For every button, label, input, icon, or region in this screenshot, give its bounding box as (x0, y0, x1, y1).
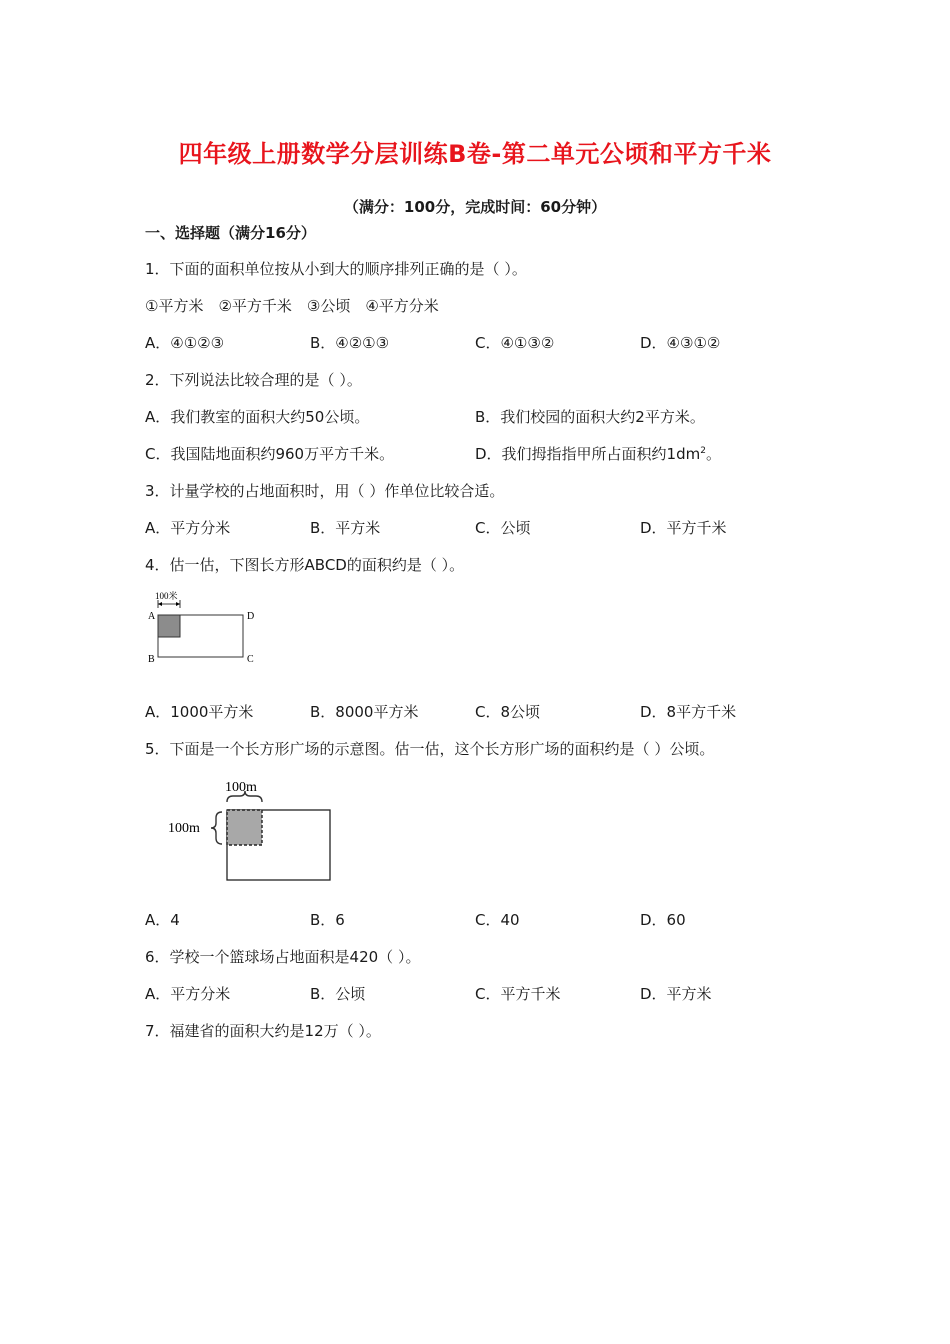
question-5-option-d[interactable]: D．60 (640, 911, 686, 929)
vertex-c-label: C (247, 654, 254, 665)
vertex-d-label: D (247, 611, 255, 622)
question-5-stem: 5．下面是一个长方形广场的示意图。估一估，这个长方形广场的面积约是（ ）公顷。 (145, 740, 715, 758)
rectangle-abcd-figure (140, 588, 270, 668)
question-1-option-b[interactable]: B．④②①③ (310, 334, 390, 352)
question-3-option-d[interactable]: D．平方千米 (640, 519, 727, 537)
question-6-option-c[interactable]: C．平方千米 (475, 985, 561, 1003)
figure-left-label: 100m (168, 821, 200, 836)
question-6-option-d[interactable]: D．平方米 (640, 985, 712, 1003)
question-2-option-d[interactable]: D．我们拇指指甲所占面积约$1dm^2$。 (475, 445, 721, 463)
question-5-option-c[interactable]: C．40 (475, 911, 520, 929)
page-title: 四年级上册数学分层训练B卷-第二单元公顷和平方千米 (178, 140, 772, 168)
question-7-stem: 7．福建省的面积大约是12万（ ）。 (145, 1022, 381, 1040)
question-6-option-a[interactable]: A．平方分米 (145, 985, 231, 1003)
question-2-option-c[interactable]: C．我国陆地面积约960万平方千米。 (145, 445, 395, 463)
question-6-stem: 6．学校一个篮球场占地面积是420（ ）。 (145, 948, 421, 966)
question-3-stem: 3．计量学校的占地面积时，用（ ）作单位比较合适。 (145, 482, 505, 500)
question-1-option-d[interactable]: D．④③①② (640, 334, 721, 352)
vertex-b-label: B (148, 654, 155, 665)
section-heading-choice: 一、选择题（满分16分） (145, 224, 316, 242)
question-1-option-c[interactable]: C．④①③② (475, 334, 555, 352)
vertex-a-label: A (148, 611, 156, 622)
question-5-option-a[interactable]: A．4 (145, 911, 180, 929)
question-2-stem: 2．下列说法比较合理的是（ ）。 (145, 371, 362, 389)
question-3-option-a[interactable]: A．平方分米 (145, 519, 231, 537)
question-6-option-b[interactable]: B．公顷 (310, 985, 366, 1003)
question-4-option-c[interactable]: C．8公顷 (475, 703, 541, 721)
question-3-option-c[interactable]: C．公顷 (475, 519, 531, 537)
question-1-option-a[interactable]: A．④①②③ (145, 334, 225, 352)
question-1-items: ①平方米 ②平方千米 ③公顷 ④平方分米 (145, 297, 439, 315)
question-4-stem: 4．估一估，下图长方形ABCD的面积约是（ ）。 (145, 556, 465, 574)
question-2-option-b[interactable]: B．我们校园的面积大约2平方米。 (475, 408, 705, 426)
score-time-note: （满分：100分，完成时间：60分钟） (343, 198, 607, 216)
question-5-option-b[interactable]: B．6 (310, 911, 345, 929)
question-4-option-d[interactable]: D．8平方千米 (640, 703, 737, 721)
figure-scale-label: 100米 (155, 591, 178, 601)
question-3-option-b[interactable]: B．平方米 (310, 519, 381, 537)
question-1-stem: 1．下面的面积单位按从小到大的顺序排列正确的是（ ）。 (145, 260, 527, 278)
figure-top-label: 100m (225, 780, 257, 795)
question-2-option-a[interactable]: A．我们教室的面积大约50公顷。 (145, 408, 370, 426)
question-4-option-b[interactable]: B．8000平方米 (310, 703, 419, 721)
question-4-option-a[interactable]: A．1000平方米 (145, 703, 254, 721)
square-plaza-figure (165, 776, 345, 886)
